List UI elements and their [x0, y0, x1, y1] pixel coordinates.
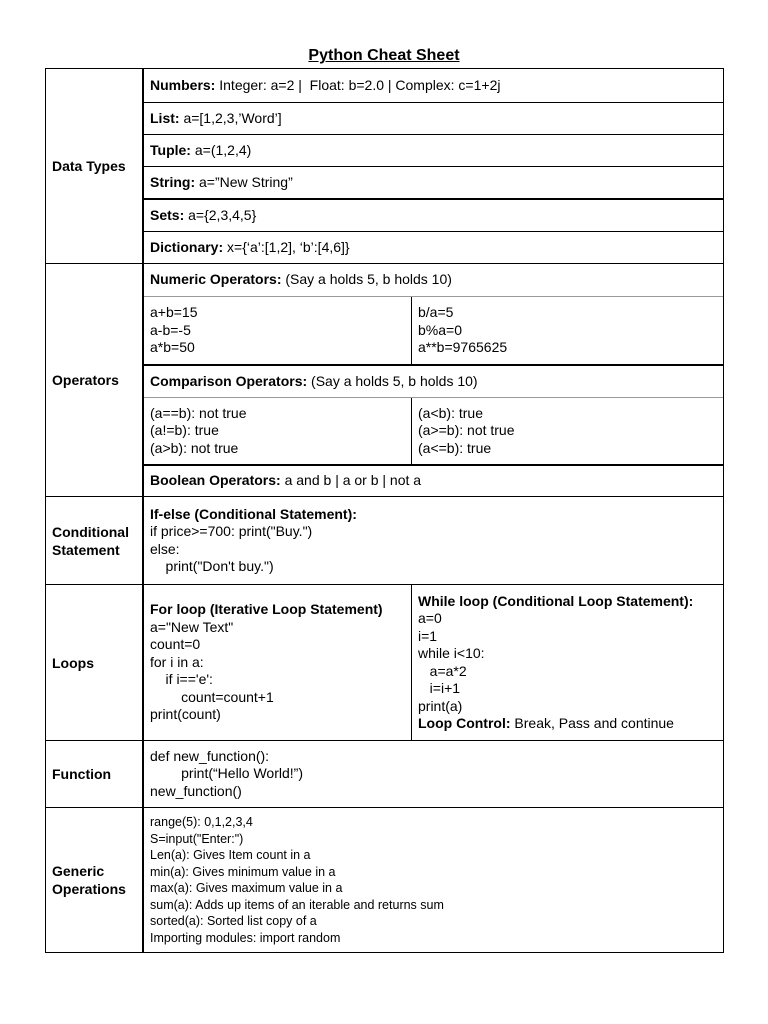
row-numeric-operators: Numeric Operators: (Say a holds 5, b holds 10)	[150, 271, 452, 288]
section-label-function: Function	[46, 741, 144, 807]
row-string: String: a=”New String”	[144, 166, 723, 198]
for-loop-cell: For loop (Iterative Loop Statement) a="New Text" count=0 for i in a: if i=='e': count=count+1 print(count)	[144, 585, 412, 740]
while-loop-cell: While loop (Conditional Loop Statement): a=0 i=1 while i<10: a=a*2 i=i+1 print(a) Loop Control: Break, Pass and continue	[418, 592, 694, 731]
row-tuple: Tuple: a=(1,2,4)	[144, 134, 723, 166]
section-label-conditional: Conditional Statement	[46, 497, 144, 584]
section-conditional	[46, 497, 723, 585]
section-generic-operations	[46, 808, 723, 952]
section-data-types	[46, 69, 723, 264]
row-boolean-operators: Boolean Operators: a and b | a or b | not a	[144, 464, 723, 496]
numeric-operators-left: a+b=15 a-b=-5 a*b=50	[144, 297, 412, 364]
section-label-generic-operations: Generic Operations	[46, 808, 144, 952]
conditional-content: If-else (Conditional Statement): if price>=700: print("Buy.") else: print("Don't buy.")	[150, 505, 357, 574]
page-title: Python Cheat Sheet	[308, 47, 460, 64]
comparison-operators-grid	[144, 397, 723, 464]
comparison-operators-left: (a==b): not true (a!=b): true (a>b): not true	[144, 398, 412, 464]
function-content: def new_function(): print(“Hello World!”) new_function()	[150, 747, 303, 799]
row-comparison-operators: Comparison Operators: (Say a holds 5, b holds 10)	[144, 364, 723, 397]
row-numbers: Numbers: Integer: a=2 | Float: b=2.0 | Complex: c=1+2j	[150, 76, 501, 93]
cheat-sheet-table	[45, 68, 724, 953]
section-function	[46, 741, 723, 808]
section-label-loops: Loops	[46, 585, 144, 740]
row-list: List: a=[1,2,3,’Word’]	[144, 102, 723, 134]
section-label-operators: Operators	[46, 264, 144, 496]
section-loops	[46, 585, 723, 741]
section-operators	[46, 264, 723, 497]
generic-operations-content: range(5): 0,1,2,3,4 S=input("Enter:") Len(a): Gives Item count in a min(a): Gives minimum value in a max(a): Gives maximum value in a sum(a): Adds up items of an iterable and returns sum sorted(a): Sorted list copy of a Importing modules: import random	[150, 815, 444, 945]
row-sets: Sets: a={2,3,4,5}	[144, 198, 723, 231]
section-label-data-types: Data Types	[46, 69, 144, 263]
comparison-operators-right: (a<b): true (a>=b): not true (a<=b): true	[418, 404, 515, 456]
numeric-operators-right: b/a=5 b%a=0 a**b=9765625	[418, 304, 508, 356]
row-dictionary: Dictionary: x={‘a’:[1,2], ‘b’:[4,6]}	[144, 231, 723, 263]
numeric-operators-grid	[144, 296, 723, 364]
